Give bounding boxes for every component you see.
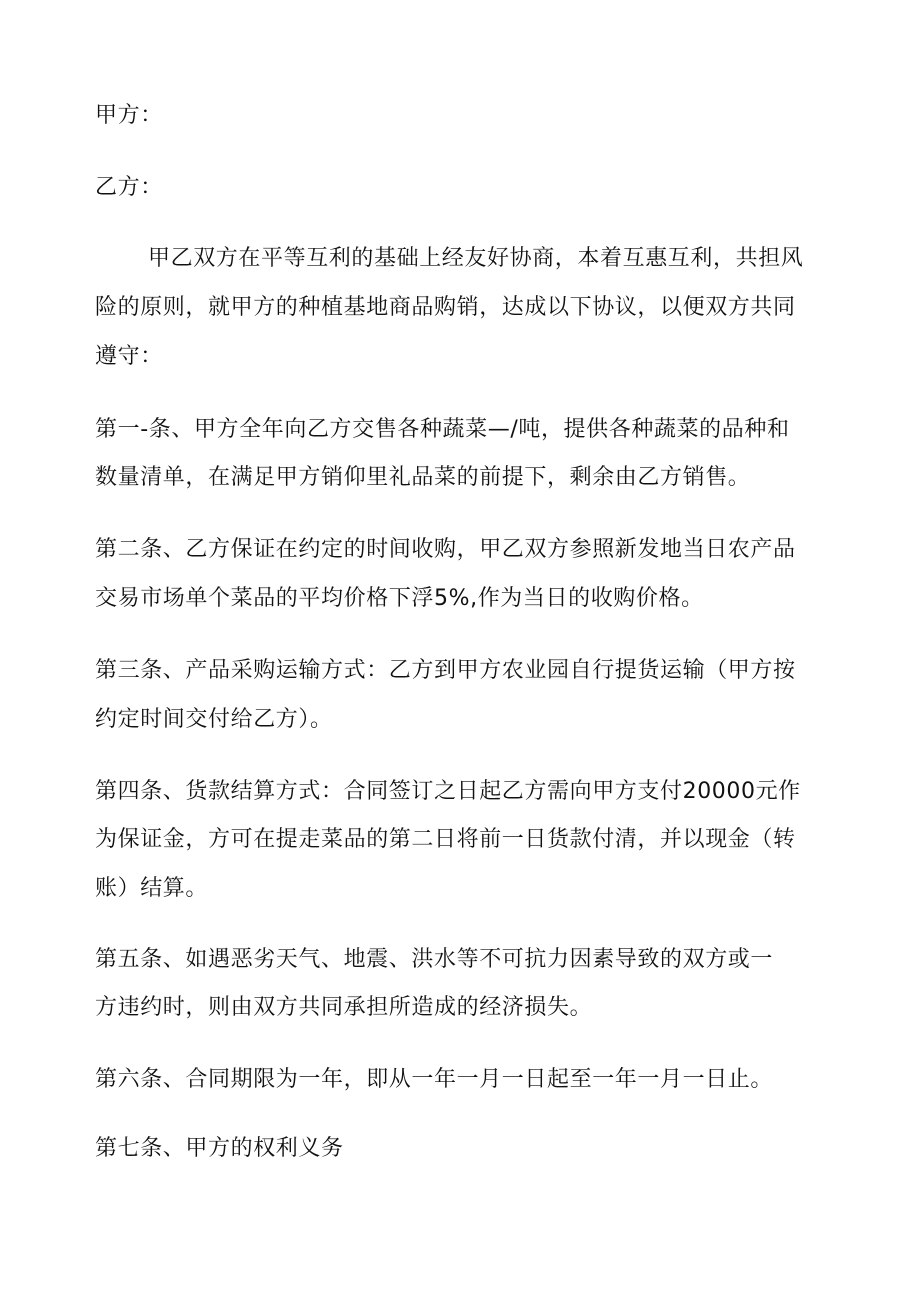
party-b-label: 乙方： (95, 175, 163, 200)
party-a-label: 甲方： (95, 103, 163, 128)
preamble-line: 险的原则，就甲方的种植基地商品购销，达成以下协议，以便双方共同 (95, 295, 796, 320)
article-line: 第一-条、甲方全年向乙方交售各种蔬菜—/吨，提供各种蔬菜的品种和 (95, 417, 790, 442)
article-line: 第七条、甲方的权利义务 (95, 1136, 344, 1161)
article-line: 第三条、产品采购运输方式：乙方到甲方农业园自行提货运输（甲方按 (95, 658, 796, 683)
article-line: 为保证金，方可在提走菜品的第二日将前一日货款付清，并以现金（转 (95, 827, 796, 852)
article-line: 方违约时，则由双方共同承担所造成的经济损失。 (95, 995, 593, 1020)
article-line: 交易市场单个菜品的平均价格下浮5%,作为当日的收购价格。 (95, 586, 704, 611)
article-line: 约定时间交付给乙方）。 (95, 707, 333, 732)
article-line: 账）结算。 (95, 876, 209, 901)
article-line: 第四条、货款结算方式：合同签订之日起乙方需向甲方支付20000元作 (95, 779, 801, 804)
article-line: 第五条、如遇恶劣天气、地震、洪水等不可抗力因素导致的双方或一 (95, 947, 774, 972)
preamble-line: 甲乙双方在平等互利的基础上经友好协商，本着互惠互利，共担风 (148, 246, 804, 271)
article-line: 数量清单，在满足甲方销仰里礼品菜的前提下，剩余由乙方销售。 (95, 465, 751, 490)
preamble-line: 遵守： (95, 344, 163, 369)
article-line: 第二条、乙方保证在约定的时间收购，甲乙双方参照新发地当日农产品 (95, 537, 796, 562)
article-line: 第六条、合同期限为一年，即从一年一月一日起至一年一月一日止。 (95, 1067, 774, 1092)
